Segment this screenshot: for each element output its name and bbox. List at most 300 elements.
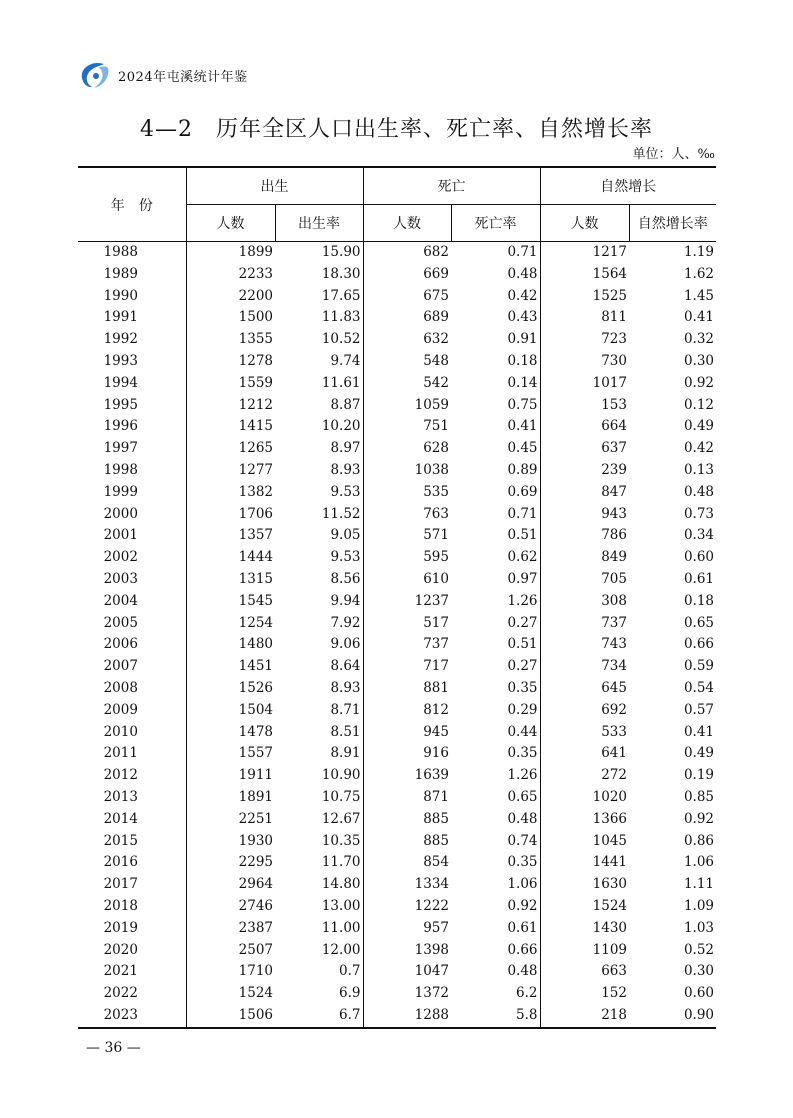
cell-birth-count: 1315 [186,569,275,591]
cell-growth-count: 847 [540,482,629,504]
cell-birth-count: 1451 [186,656,275,678]
cell-death-count: 1639 [363,765,451,787]
cell-growth-rate: 0.92 [683,374,714,391]
cell-growth-count: 641 [540,743,629,765]
cell-death-rate: 0.35 [507,745,538,762]
cell-birth-count: 1277 [186,460,275,482]
cell-year: 2017 [103,876,138,893]
cell-growth-rate: 0.34 [683,527,714,544]
cell-death-count: 675 [363,286,451,308]
cell-death-rate: 0.48 [507,810,538,827]
cell-birth-count: 2200 [186,286,275,308]
table-row [78,983,716,1005]
cell-growth-count: 153 [540,395,629,417]
cell-death-rate: 0.69 [507,483,538,500]
cell-birth-count: 2251 [186,809,275,831]
cell-death-count: 1047 [363,961,451,983]
cell-birth-rate: 11.83 [321,309,361,326]
cell-death-rate: 0.14 [507,374,538,391]
cell-birth-rate: 10.90 [321,767,361,784]
cell-death-rate: 1.06 [507,876,538,893]
table-row [78,286,716,308]
cell-birth-rate: 10.35 [321,832,361,849]
cell-birth-rate: 8.87 [330,396,361,413]
cell-growth-rate: 0.49 [683,745,714,762]
cell-year: 2013 [103,788,138,805]
table-row [78,831,716,853]
cell-growth-rate: 0.30 [683,963,714,980]
cell-year: 2020 [103,941,138,958]
cell-year: 1999 [103,483,138,500]
cell-birth-count: 1557 [186,743,275,765]
cell-death-rate: 1.26 [507,767,538,784]
cell-birth-count: 1357 [186,525,275,547]
cell-growth-rate: 0.90 [629,1005,716,1028]
cell-death-count: 682 [363,242,451,264]
table-row [78,482,716,504]
cell-growth-count: 786 [540,525,629,547]
cell-death-rate: 0.62 [507,549,538,566]
cell-growth-count: 730 [540,351,629,373]
cell-growth-rate: 0.18 [683,592,714,609]
cell-birth-rate: 10.20 [321,418,361,435]
cell-growth-rate: 0.49 [683,418,714,435]
table-body [78,242,716,1028]
cell-year: 2007 [103,658,138,675]
cell-growth-count: 723 [540,329,629,351]
cell-year: 2016 [103,854,138,871]
cell-growth-count: 239 [540,460,629,482]
cell-birth-rate: 13.00 [321,897,361,914]
cell-year: 1989 [103,265,138,282]
cell-year: 2023 [78,1005,186,1028]
cell-death-rate: 0.51 [507,527,538,544]
cell-birth-count: 1265 [186,438,275,460]
table-row [78,416,716,438]
cell-growth-count: 1524 [540,896,629,918]
page-number: — 36 — [86,1040,141,1056]
cell-growth-count: 218 [540,1005,629,1028]
table-title: 4—2 历年全区人口出生率、死亡率、自然增长率 [140,117,653,142]
cell-death-rate: 0.41 [507,418,538,435]
cell-growth-rate: 1.19 [683,244,714,260]
cell-death-rate: 0.61 [507,919,538,936]
cell-growth-rate: 0.52 [683,941,714,958]
cell-year: 2003 [103,570,138,587]
cell-birth-rate: 9.53 [330,549,361,566]
cell-death-rate: 0.18 [507,352,538,369]
cell-year: 1994 [103,374,138,391]
cell-year: 2012 [103,767,138,784]
group-header-death: 死亡 [363,167,540,205]
cell-growth-count: 943 [540,504,629,526]
cell-birth-count: 1355 [186,329,275,351]
cell-death-rate: 0.29 [507,701,538,718]
column-header-birth-rate: 出生率 [275,205,363,242]
cell-death-rate: 0.97 [507,570,538,587]
cell-growth-rate: 1.06 [683,854,714,871]
cell-growth-rate: 1.11 [683,876,714,893]
cell-birth-rate: 8.56 [330,570,361,587]
cell-year: 2006 [103,636,138,653]
cell-growth-count: 645 [540,678,629,700]
cell-birth-count: 1559 [186,373,275,395]
table-row [78,613,716,635]
cell-year: 2011 [103,745,138,762]
cell-year: 2021 [103,963,138,980]
cell-birth-count: 1415 [186,416,275,438]
cell-death-count: 1222 [363,896,451,918]
table-row [78,940,716,962]
cell-death-count: 751 [363,416,451,438]
cell-birth-count: 1504 [186,700,275,722]
cell-death-rate: 0.92 [507,897,538,914]
cell-year: 1993 [103,352,138,369]
table-row [78,373,716,395]
cell-birth-rate: 17.65 [321,287,361,304]
cell-year: 1998 [103,461,138,478]
cell-growth-count: 1217 [540,242,629,264]
cell-birth-rate: 12.67 [321,810,361,827]
cell-growth-count: 1045 [540,831,629,853]
cell-growth-count: 1020 [540,787,629,809]
cell-growth-rate: 0.66 [683,636,714,653]
cell-birth-rate: 8.51 [330,723,361,740]
column-header-birth-count: 人数 [186,205,275,242]
cell-birth-count: 1444 [186,547,275,569]
table-row [78,438,716,460]
cell-growth-count: 1109 [540,940,629,962]
cell-year: 1995 [103,396,138,413]
cell-birth-count: 1899 [186,242,275,264]
cell-year: 2001 [103,527,138,544]
cell-death-count: 885 [363,831,451,853]
cell-growth-rate: 0.13 [683,461,714,478]
cell-birth-count: 1930 [186,831,275,853]
cell-birth-count: 1911 [186,765,275,787]
cell-year: 2014 [103,810,138,827]
cell-death-count: 881 [363,678,451,700]
table-row [78,242,716,264]
cell-birth-rate: 11.61 [321,374,361,391]
cell-birth-count: 1382 [186,482,275,504]
cell-growth-count: 692 [540,700,629,722]
cell-birth-count: 1710 [186,961,275,983]
cell-death-rate: 0.44 [507,723,538,740]
cell-growth-rate: 1.45 [683,287,714,304]
cell-growth-rate: 0.85 [683,788,714,805]
cell-growth-count: 1430 [540,918,629,940]
cell-birth-count: 1212 [186,395,275,417]
cell-growth-rate: 0.19 [683,767,714,784]
table-row [78,351,716,373]
cell-death-count: 1398 [363,940,451,962]
cell-growth-rate: 0.59 [683,658,714,675]
cell-growth-count: 743 [540,634,629,656]
cell-birth-rate: 8.97 [330,440,361,457]
cell-death-count: 957 [363,918,451,940]
cell-growth-count: 1525 [540,286,629,308]
table-row [78,569,716,591]
cell-birth-count: 2507 [186,940,275,962]
cell-year: 2000 [103,505,138,522]
table-row [78,1005,716,1028]
cell-birth-count: 1545 [186,591,275,613]
cell-growth-rate: 0.92 [683,810,714,827]
table-row [78,678,716,700]
cell-growth-rate: 0.60 [683,549,714,566]
column-header-death-rate: 死亡率 [451,205,540,242]
cell-growth-count: 705 [540,569,629,591]
table-row [78,656,716,678]
cell-birth-rate: 8.93 [330,679,361,696]
unit-label: 单位：人、‰ [632,147,715,162]
cell-birth-rate: 9.94 [330,592,361,609]
cell-birth-count: 2295 [186,852,275,874]
cell-growth-rate: 0.57 [683,701,714,718]
cell-year: 2004 [103,592,138,609]
cell-birth-count: 2964 [186,874,275,896]
cell-death-count: 542 [363,373,451,395]
cell-growth-rate: 0.54 [683,679,714,696]
cell-growth-count: 533 [540,722,629,744]
cell-birth-rate: 18.30 [321,265,361,282]
cell-death-rate: 0.65 [507,788,538,805]
table-row [78,722,716,744]
table-row [78,547,716,569]
cell-year: 2005 [103,614,138,631]
cell-birth-rate: 12.00 [321,941,361,958]
cell-death-rate: 6.2 [516,985,538,1002]
cell-death-count: 1237 [363,591,451,613]
table-row [78,874,716,896]
cell-birth-rate: 0.7 [339,963,361,980]
cell-birth-rate: 9.06 [330,636,361,653]
cell-birth-rate: 10.52 [321,331,361,348]
cell-birth-rate: 11.00 [321,919,361,936]
cell-death-rate: 0.45 [507,440,538,457]
cell-growth-rate: 0.61 [683,570,714,587]
cell-birth-count: 1524 [186,983,275,1005]
cell-death-count: 812 [363,700,451,722]
cell-growth-count: 1630 [540,874,629,896]
table-row [78,634,716,656]
cell-death-count: 1288 [363,1005,451,1028]
cell-death-rate: 0.75 [507,396,538,413]
cell-death-count: 916 [363,743,451,765]
cell-death-rate: 5.8 [451,1005,540,1028]
cell-death-count: 595 [363,547,451,569]
table-row [78,961,716,983]
column-header-growth-rate: 自然增长率 [629,205,716,242]
cell-growth-count: 152 [540,983,629,1005]
cell-death-count: 632 [363,329,451,351]
cell-death-rate: 0.71 [507,244,538,260]
cell-year: 1997 [103,440,138,457]
cell-death-count: 1372 [363,983,451,1005]
cell-birth-count: 1278 [186,351,275,373]
cell-birth-count: 1500 [186,307,275,329]
population-rate-table [78,166,716,1029]
cell-death-rate: 0.35 [507,679,538,696]
cell-growth-count: 734 [540,656,629,678]
cell-death-rate: 0.42 [507,287,538,304]
cell-growth-rate: 0.30 [683,352,714,369]
cell-growth-rate: 0.65 [683,614,714,631]
cell-birth-rate: 8.91 [330,745,361,762]
table-row [78,264,716,286]
cell-birth-count: 1526 [186,678,275,700]
table-row [78,852,716,874]
cell-birth-count: 1254 [186,613,275,635]
cell-birth-count: 1891 [186,787,275,809]
cell-death-count: 517 [363,613,451,635]
cell-death-count: 610 [363,569,451,591]
cell-growth-count: 308 [540,591,629,613]
cell-death-count: 885 [363,809,451,831]
cell-birth-rate: 15.90 [321,244,361,260]
cell-growth-rate: 0.12 [683,396,714,413]
table-row [78,765,716,787]
cell-birth-count: 1506 [186,1005,275,1028]
cell-growth-count: 849 [540,547,629,569]
cell-birth-rate: 8.71 [330,701,361,718]
cell-year: 2015 [103,832,138,849]
cell-death-count: 1038 [363,460,451,482]
cell-death-rate: 1.26 [507,592,538,609]
cell-death-rate: 0.74 [507,832,538,849]
cell-birth-rate: 14.80 [321,876,361,893]
cell-birth-rate: 8.93 [330,461,361,478]
table-row [78,918,716,940]
cell-growth-rate: 0.60 [683,985,714,1002]
cell-birth-count: 1478 [186,722,275,744]
cell-growth-count: 664 [540,416,629,438]
cell-growth-count: 272 [540,765,629,787]
cell-growth-rate: 1.03 [683,919,714,936]
cell-death-rate: 0.66 [507,941,538,958]
yearbook-logo-icon [78,60,112,90]
cell-birth-rate: 10.75 [321,788,361,805]
cell-death-count: 535 [363,482,451,504]
table-row [78,395,716,417]
table-row [78,896,716,918]
cell-year: 2010 [103,723,138,740]
cell-year: 1992 [103,331,138,348]
cell-growth-rate: 0.86 [683,832,714,849]
cell-birth-count: 2746 [186,896,275,918]
page-header [78,60,248,90]
cell-birth-rate: 11.52 [321,505,361,522]
table-row [78,307,716,329]
cell-death-rate: 0.27 [507,658,538,675]
cell-death-count: 945 [363,722,451,744]
cell-death-rate: 0.43 [507,309,538,326]
cell-death-count: 763 [363,504,451,526]
cell-year: 2022 [103,985,138,1002]
table-row [78,591,716,613]
cell-growth-rate: 0.32 [683,331,714,348]
cell-birth-rate: 8.64 [330,658,361,675]
table-row [78,504,716,526]
column-header-growth-count: 人数 [540,205,629,242]
cell-growth-rate: 1.09 [683,897,714,914]
cell-year: 2019 [103,919,138,936]
cell-growth-count: 1366 [540,809,629,831]
cell-death-rate: 0.48 [507,963,538,980]
cell-death-rate: 0.91 [507,331,538,348]
cell-death-count: 571 [363,525,451,547]
cell-growth-count: 663 [540,961,629,983]
cell-growth-rate: 0.73 [683,505,714,522]
cell-death-rate: 0.89 [507,461,538,478]
cell-year: 1991 [103,309,138,326]
cell-birth-rate: 9.05 [330,527,361,544]
cell-growth-count: 1441 [540,852,629,874]
cell-birth-count: 2233 [186,264,275,286]
cell-year: 2009 [103,701,138,718]
cell-death-rate: 0.71 [507,505,538,522]
year-header: 年 份 [110,197,153,214]
cell-year: 1988 [103,244,138,260]
cell-death-count: 1059 [363,395,451,417]
cell-death-rate: 0.48 [507,265,538,282]
cell-growth-rate: 1.62 [683,265,714,282]
cell-birth-rate: 11.70 [321,854,361,871]
cell-year: 2002 [103,549,138,566]
group-header-birth: 出生 [186,167,363,205]
table-row [78,460,716,482]
cell-birth-count: 1706 [186,504,275,526]
cell-growth-count: 1564 [540,264,629,286]
cell-death-count: 854 [363,852,451,874]
cell-year: 2008 [103,679,138,696]
cell-year: 1996 [103,418,138,435]
cell-growth-rate: 0.41 [683,309,714,326]
cell-death-count: 628 [363,438,451,460]
table-row [78,809,716,831]
cell-year: 1990 [103,287,138,304]
cell-growth-rate: 0.48 [683,483,714,500]
cell-death-count: 689 [363,307,451,329]
cell-death-count: 548 [363,351,451,373]
cell-growth-rate: 0.42 [683,440,714,457]
cell-year: 2018 [103,897,138,914]
cell-death-count: 717 [363,656,451,678]
cell-death-count: 1334 [363,874,451,896]
table-row [78,329,716,351]
cell-growth-count: 811 [540,307,629,329]
cell-birth-rate: 6.9 [339,985,361,1002]
cell-growth-count: 737 [540,613,629,635]
book-title: 2024年屯溪统计年鉴 [118,69,248,85]
table-row [78,787,716,809]
group-header-natural-growth: 自然增长 [540,167,716,205]
table-row [78,525,716,547]
cell-birth-count: 2387 [186,918,275,940]
cell-birth-rate: 9.53 [330,483,361,500]
column-header-death-count: 人数 [363,205,451,242]
cell-growth-rate: 0.41 [683,723,714,740]
cell-death-count: 669 [363,264,451,286]
cell-birth-rate: 9.74 [330,352,361,369]
cell-death-count: 871 [363,787,451,809]
cell-birth-rate: 6.7 [275,1005,363,1028]
cell-growth-count: 637 [540,438,629,460]
cell-birth-rate: 7.92 [330,614,361,631]
cell-growth-count: 1017 [540,373,629,395]
cell-death-count: 737 [363,634,451,656]
